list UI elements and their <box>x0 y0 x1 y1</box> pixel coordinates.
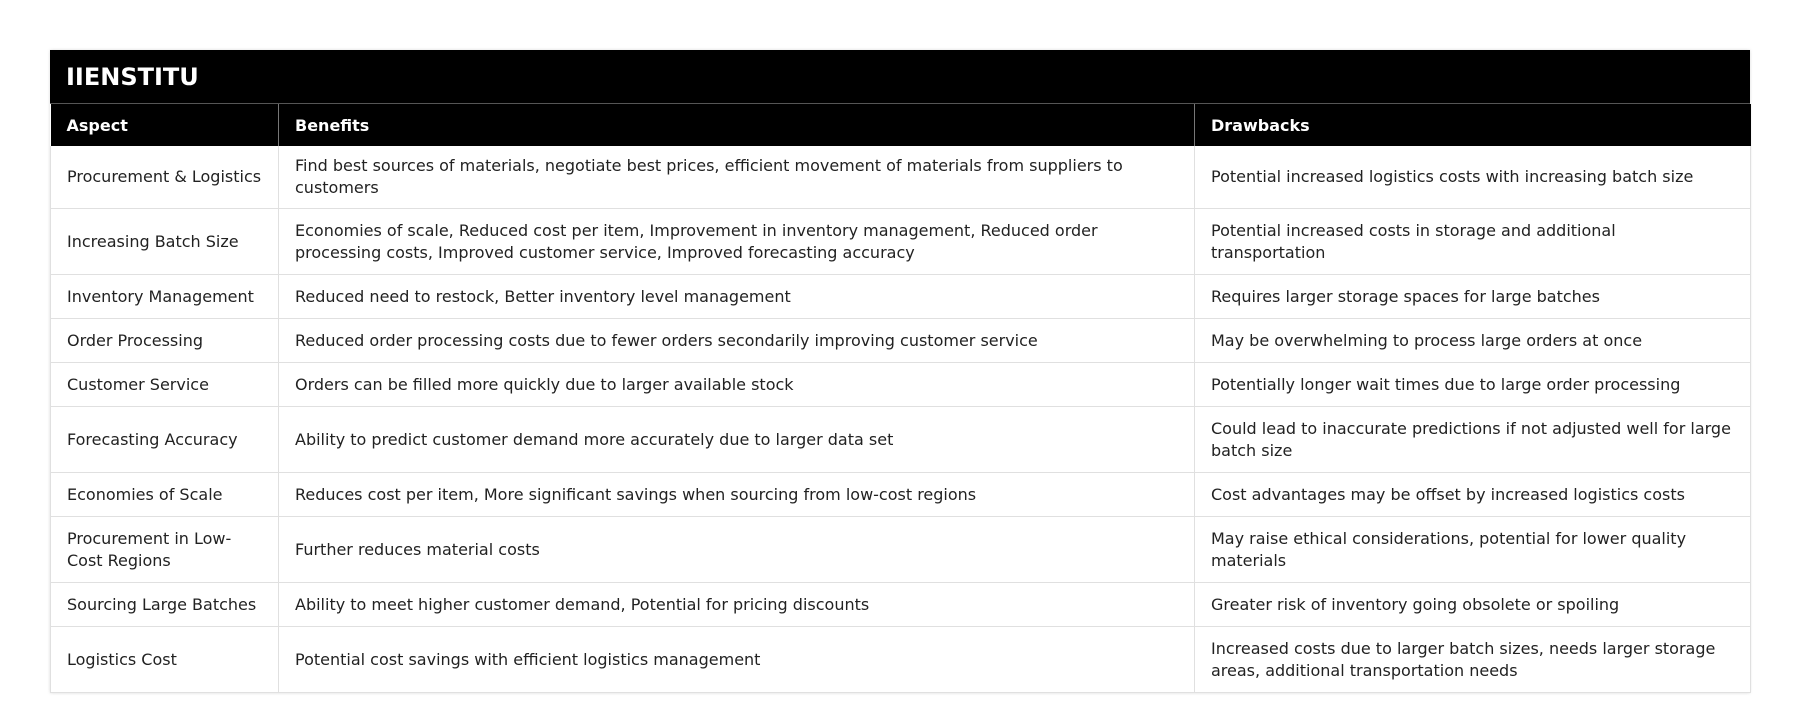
drawbacks-cell: Potential increased costs in storage and additional transportation <box>1195 209 1751 275</box>
header-drawbacks: Drawbacks <box>1195 104 1751 146</box>
benefits-cell: Further reduces material costs <box>279 517 1195 583</box>
table-row <box>51 146 1751 209</box>
drawbacks-cell: Increased costs due to larger batch sizes, needs larger storage areas, additional transportation needs <box>1195 627 1751 693</box>
table-row <box>51 363 1751 407</box>
table-title: IIENSTITU <box>50 50 1750 104</box>
aspect-cell: Logistics Cost <box>51 627 279 693</box>
drawbacks-cell: Requires larger storage spaces for large batches <box>1195 275 1751 319</box>
header-benefits: Benefits <box>279 104 1195 146</box>
table-row <box>51 209 1751 275</box>
drawbacks-cell: May be overwhelming to process large orders at once <box>1195 319 1751 363</box>
comparison-table-container <box>50 50 1750 693</box>
aspect-cell: Increasing Batch Size <box>51 209 279 275</box>
table-row <box>51 517 1751 583</box>
table-row <box>51 275 1751 319</box>
benefits-cell: Potential cost savings with efficient logistics management <box>279 627 1195 693</box>
aspect-cell: Procurement & Logistics <box>51 146 279 209</box>
aspect-cell: Inventory Management <box>51 275 279 319</box>
table-row <box>51 407 1751 473</box>
drawbacks-cell: Could lead to inaccurate predictions if not adjusted well for large batch size <box>1195 407 1751 473</box>
drawbacks-cell: May raise ethical considerations, potential for lower quality materials <box>1195 517 1751 583</box>
table-row <box>51 319 1751 363</box>
benefits-cell: Ability to meet higher customer demand, Potential for pricing discounts <box>279 583 1195 627</box>
aspect-cell: Procurement in Low-Cost Regions <box>51 517 279 583</box>
benefits-cell: Ability to predict customer demand more accurately due to larger data set <box>279 407 1195 473</box>
table-row <box>51 473 1751 517</box>
aspect-cell: Sourcing Large Batches <box>51 583 279 627</box>
drawbacks-cell: Potentially longer wait times due to large order processing <box>1195 363 1751 407</box>
drawbacks-cell: Greater risk of inventory going obsolete or spoiling <box>1195 583 1751 627</box>
comparison-table <box>50 104 1751 693</box>
aspect-cell: Forecasting Accuracy <box>51 407 279 473</box>
aspect-cell: Customer Service <box>51 363 279 407</box>
drawbacks-cell: Potential increased logistics costs with increasing batch size <box>1195 146 1751 209</box>
table-row <box>51 583 1751 627</box>
benefits-cell: Reduces cost per item, More significant savings when sourcing from low-cost regions <box>279 473 1195 517</box>
benefits-cell: Reduced need to restock, Better inventory level management <box>279 275 1195 319</box>
drawbacks-cell: Cost advantages may be offset by increased logistics costs <box>1195 473 1751 517</box>
benefits-cell: Find best sources of materials, negotiate best prices, efficient movement of materials from suppliers to customers <box>279 146 1195 209</box>
benefits-cell: Economies of scale, Reduced cost per item, Improvement in inventory management, Reduced order processing costs, Improved customer service, Improved forecasting accuracy <box>279 209 1195 275</box>
benefits-cell: Reduced order processing costs due to fewer orders secondarily improving customer service <box>279 319 1195 363</box>
benefits-cell: Orders can be filled more quickly due to larger available stock <box>279 363 1195 407</box>
aspect-cell: Economies of Scale <box>51 473 279 517</box>
aspect-cell: Order Processing <box>51 319 279 363</box>
header-row <box>51 104 1751 146</box>
header-aspect: Aspect <box>51 104 279 146</box>
table-row <box>51 627 1751 693</box>
